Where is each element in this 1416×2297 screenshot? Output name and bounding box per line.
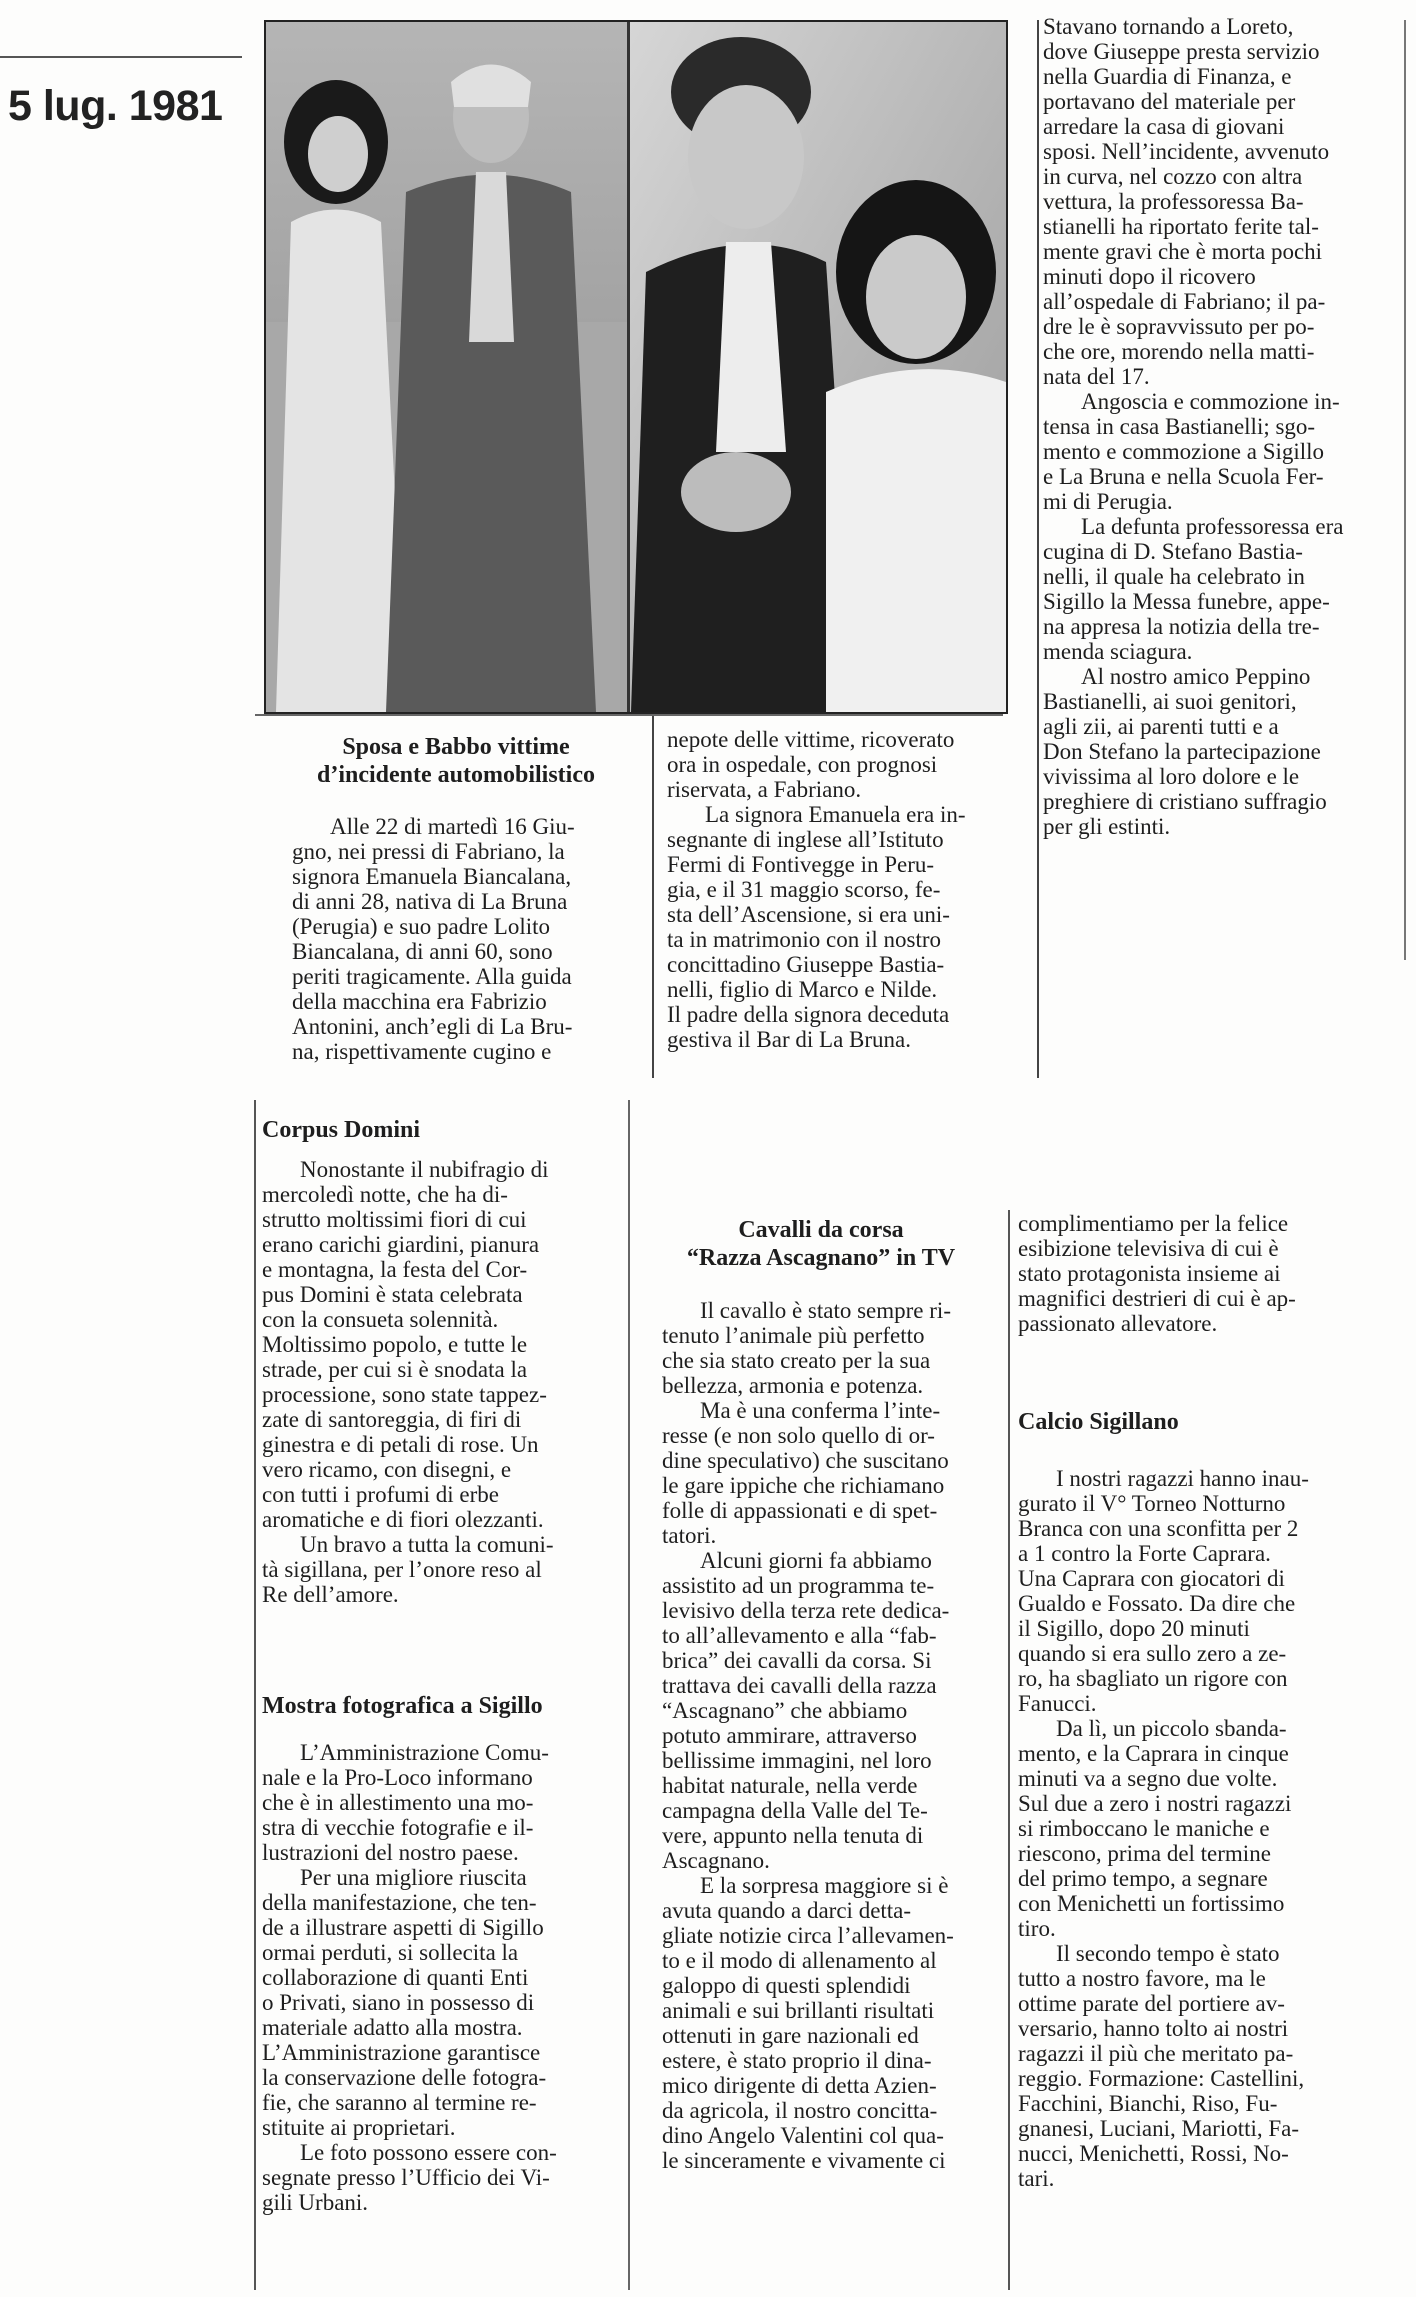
text-line: processione, sono state tappez- [262,1382,547,1407]
text-line: arredare la casa di giovani [1043,114,1285,139]
text-line: ginestra e di petali di rose. Un [262,1432,539,1457]
text-line: to e il modo di allenamento al [662,1948,937,1973]
text-line: potuto ammirare, attraverso [662,1723,917,1748]
article-corpus-domini-title: Corpus Domini [262,1117,421,1143]
text-line: con Menichetti un fortissimo [1018,1891,1285,1916]
article-cavalli-continued [1018,1211,1382,1336]
article-calcio-sigillano [1018,1408,1382,2191]
text-line: resse (e non solo quello di or- [662,1423,935,1448]
text-line: e La Bruna e nella Scuola Fer- [1043,464,1324,489]
text-line: mento, e la Caprara in cinque [1018,1741,1289,1766]
text-line: ragazzi il più che meritato pa- [1018,2041,1294,2066]
text-line: stianelli ha riportato ferite tal- [1043,214,1319,239]
text-line: de a illustrare aspetti di Sigillo [262,1915,544,1940]
text-line: Una Caprara con giocatori di [1018,1566,1285,1591]
text-line: gurato il V° Torneo Notturno [1018,1491,1286,1516]
text-line: gestiva il Bar di La Bruna. [667,1027,911,1052]
text-line: riservata, a Fabriano. [667,777,862,802]
text-line: stato protagonista insieme ai [1018,1261,1281,1286]
text-line: complimentiamo per la felice [1018,1211,1289,1236]
text-line: minuti dopo il ricovero [1043,264,1256,289]
text-line: nella Guardia di Finanza, e [1043,64,1292,89]
text-line: concittadino Giuseppe Bastia- [667,952,945,977]
text-line: tari. [1018,2166,1055,2191]
text-line: gnanesi, Luciani, Mariotti, Fa- [1018,2116,1300,2141]
text-line: E la sorpresa maggiore si è [700,1873,949,1898]
text-line: agli zii, ai parenti tutti e a [1043,714,1279,739]
article-accident-col3 [1043,14,1401,839]
text-line: nale e la Pro-Loco informano [262,1765,533,1790]
text-line: La defunta professoressa era [1081,514,1344,539]
text-line: segnante di inglese all’Istituto [667,827,944,852]
article-accident-title [270,733,642,789]
text-line: mico dirigente di detta Azien- [662,2073,937,2098]
text-line: gili Urbani. [262,2190,369,2215]
text-line: minuti va a segno due volte. [1018,1766,1278,1791]
text-line: tà sigillana, per l’onore reso al [262,1557,542,1582]
text-line: pus Domini è stata celebrata [262,1282,523,1307]
text-line: Angoscia e commozione in- [1081,389,1340,414]
text-line: dino Angelo Valentini col qua- [662,2123,944,2148]
text-line: L’Amministrazione garantisce [262,2040,541,2065]
text-line: stituite ai proprietari. [262,2115,456,2140]
article-cavalli-title [638,1216,1004,1272]
text-line: mi di Perugia. [1043,489,1173,514]
text-line: esibizione televisiva di cui è [1018,1236,1279,1261]
text-line: Branca con una sconfitta per 2 [1018,1516,1299,1541]
text-line: stra di vecchie fotografie e il- [262,1815,534,1840]
text-line: di anni 28, nativa di La Bruna [292,889,568,914]
text-line: lustrazioni del nostro paese. [262,1840,519,1865]
text-line: Moltissimo popolo, e tutte le [262,1332,528,1357]
text-line: estere, è stato proprio il dina- [662,2048,932,2073]
text-line: dine speculativo) che suscitano [662,1448,949,1473]
text-line: na, rispettivamente cugino e [292,1039,552,1064]
article-cavalli-title-line1: Cavalli da corsa [738,1217,904,1243]
article-calcio-sigillano-title: Calcio Sigillano [1018,1409,1179,1435]
article-accident-col2 [667,727,1027,1052]
text-line: L’Amministrazione Comu- [300,1740,549,1765]
text-line: portavano del materiale per [1043,89,1296,114]
text-line: ottime parate del portiere av- [1018,1991,1285,2016]
text-line: che ore, morendo nella matti- [1043,339,1315,364]
text-line: magnifici destrieri di cui è ap- [1018,1286,1296,1311]
text-line: Gualdo e Fossato. Da dire che [1018,1591,1296,1616]
text-line: Re dell’amore. [262,1582,399,1607]
text-line: con la consueta solennità. [262,1307,499,1332]
text-line: Alcuni giorni fa abbiamo [700,1548,932,1573]
text-line: Al nostro amico Peppino [1081,664,1311,689]
text-line: na appresa la notizia della tre- [1043,614,1320,639]
text-line: che è in allestimento una mo- [262,1790,534,1815]
text-line: nelli, figlio di Marco e Nilde. [667,977,938,1002]
text-line: della macchina era Fabrizio [292,989,547,1014]
text-line: del primo tempo, a segnare [1018,1866,1268,1891]
text-line: o Privati, siano in possesso di [262,1990,535,2015]
text-line: preghiere di cristiano suffragio [1043,789,1327,814]
text-line: Bastianelli, ai suoi genitori, [1043,689,1297,714]
text-line: Antonini, anch’egli di La Bru- [292,1014,573,1039]
text-line: strutto moltissimi fiori di cui [262,1207,527,1232]
text-line: Per una migliore riuscita [300,1865,527,1890]
text-line: Sul due a zero i nostri ragazzi [1018,1791,1292,1816]
text-line: all’ospedale di Fabriano; il pa- [1043,289,1326,314]
text-line: Un bravo a tutta la comuni- [300,1532,554,1557]
text-line: Il padre della signora deceduta [667,1002,950,1027]
text-line: materiale adatto alla mostra. [262,2015,523,2040]
text-line: ta in matrimonio con il nostro [667,927,942,952]
text-line: vettura, la professoressa Ba- [1043,189,1304,214]
text-line: strade, per cui si è snodata la [262,1357,528,1382]
text-line: mercoledì notte, che ha di- [262,1182,508,1207]
text-line: gno, nei pressi di Fabriano, la [292,839,565,864]
text-line: dove Giuseppe presta servizio [1043,39,1320,64]
text-line: quando si era sullo zero a ze- [1018,1641,1287,1666]
text-line: signora Emanuela Biancalana, [292,864,572,889]
text-line: animali e sui brillanti risultati [662,1998,935,2023]
text-line: dre le è sopravvissuto per po- [1043,314,1315,339]
text-line: nepote delle vittime, ricoverato [667,727,955,752]
text-line: e montagna, la festa del Cor- [262,1257,528,1282]
text-line: tatori. [662,1523,717,1548]
article-corpus-domini [262,1116,622,1607]
text-line: reggio. Formazione: Castellini, [1018,2066,1305,2091]
text-line: fie, che saranno al termine re- [262,2090,537,2115]
text-line: erano carichi giardini, pianura [262,1232,540,1257]
article-accident-col1 [292,814,644,1064]
text-line: Il secondo tempo è stato [1056,1941,1280,1966]
text-line: campagna della Valle del Te- [662,1798,928,1823]
text-line: le gare ippiche che richiamano [662,1473,945,1498]
article-accident-title-line2: d’incidente automobilistico [316,762,595,788]
text-line: Alle 22 di martedì 16 Giu- [330,814,575,839]
text-line: tensa in casa Bastianelli; sgo- [1043,414,1316,439]
text-line: Fermi di Fontivegge in Peru- [667,852,935,877]
text-line: tenuto l’animale più perfetto [662,1323,925,1348]
photo-image [266,22,1006,712]
wedding-photo [264,20,1008,714]
text-line: con tutti i profumi di erbe [262,1482,499,1507]
text-line: bellissime immagini, nel loro [662,1748,932,1773]
text-line: to all’allevamento e alla “fab- [662,1623,937,1648]
date-stamp: 5 lug. 1981 [8,82,223,130]
text-line: a 1 contro la Forte Caprara. [1018,1541,1271,1566]
text-line: Da lì, un piccolo sbanda- [1056,1716,1287,1741]
text-line: riescono, prima del termine [1018,1841,1271,1866]
text-line: per gli estinti. [1043,814,1171,839]
text-line: il Sigillo, dopo 20 minuti [1018,1616,1250,1641]
text-line: da agricola, il nostro concitta- [662,2098,938,2123]
text-line: nucci, Menichetti, Rossi, No- [1018,2141,1289,2166]
text-line: Nonostante il nubifragio di [300,1157,549,1182]
text-line: Stavano tornando a Loreto, [1043,14,1294,39]
text-line: aromatiche e di fiori olezzanti. [262,1507,544,1532]
text-line: ottenuti in gare nazionali ed [662,2023,919,2048]
text-line: vero ricamo, con disegni, e [262,1457,512,1482]
text-line: gliate notizie circa l’allevamen- [662,1923,954,1948]
text-line: nata del 17. [1043,364,1150,389]
text-line: tiro. [1018,1916,1056,1941]
text-line: ormai perduti, si sollecita la [262,1940,519,1965]
text-line: della manifestazione, che ten- [262,1890,537,1915]
text-line: Le foto possono essere con- [300,2140,557,2165]
text-line: segnate presso l’Ufficio dei Vi- [262,2165,550,2190]
article-mostra-fotografica [262,1692,622,2215]
text-line: le sinceramente e vivamente ci [662,2148,946,2173]
text-line: Ascagnano. [662,1848,770,1873]
text-line: I nostri ragazzi hanno inau- [1056,1466,1309,1491]
text-line: avuta quando a darci detta- [662,1898,912,1923]
text-line: periti tragicamente. Alla guida [292,964,572,989]
text-line: versario, hanno tolto ai nostri [1018,2016,1289,2041]
text-line: La signora Emanuela era in- [705,802,966,827]
text-line: bellezza, armonia e potenza. [662,1373,924,1398]
text-line: Sigillo la Messa funebre, appe- [1043,589,1330,614]
text-line: Ma è una conferma l’inte- [700,1398,941,1423]
text-line: si rimboccano le maniche e [1018,1816,1270,1841]
text-line: tutto a nostro favore, ma le [1018,1966,1266,1991]
text-line: mento e commozione a Sigillo [1043,439,1325,464]
text-line: che sia stato creato per la sua [662,1348,931,1373]
text-line: nelli, il quale ha celebrato in [1043,564,1305,589]
text-line: levisivo della terza rete dedica- [662,1598,950,1623]
text-line: trattava dei cavalli della razza [662,1673,937,1698]
text-line: Facchini, Bianchi, Riso, Fu- [1018,2091,1278,2116]
text-line: gia, e il 31 maggio scorso, fe- [667,877,941,902]
text-line: Don Stefano la partecipazione [1043,739,1321,764]
text-line: ro, ha sbagliato un rigore con [1018,1666,1288,1691]
text-line: vere, appunto nella tenuta di [662,1823,924,1848]
text-line: habitat naturale, nella verde [662,1773,918,1798]
text-line: sposi. Nell’incidente, avvenuto [1043,139,1330,164]
text-line: Biancalana, di anni 60, sono [292,939,553,964]
text-line: galoppo di questi splendidi [662,1973,911,1998]
text-line: “Ascagnano” che abbiamo [662,1698,908,1723]
text-line: cugina di D. Stefano Bastia- [1043,539,1303,564]
article-cavalli-title-line2: “Razza Ascagnano” in TV [686,1245,956,1271]
text-line: passionato allevatore. [1018,1311,1218,1336]
text-line: (Perugia) e suo padre Lolito [292,914,551,939]
text-line: la conservazione delle fotogra- [262,2065,547,2090]
article-cavalli [662,1298,1004,2173]
text-line: Il cavallo è stato sempre ri- [700,1298,951,1323]
text-line: brica” dei cavalli da corsa. Si [662,1648,932,1673]
text-line: zate di santoreggia, di firi di [262,1407,522,1432]
text-line: menda sciagura. [1043,639,1193,664]
text-line: in curva, nel cozzo con altra [1043,164,1303,189]
text-line: vivissima al loro dolore e le [1043,764,1300,789]
text-line: mente gravi che è morta pochi [1043,239,1323,264]
text-line: collaborazione di quanti Enti [262,1965,529,1990]
text-line: assistito ad un programma te- [662,1573,935,1598]
text-line: folle di appassionati e di spet- [662,1498,938,1523]
article-mostra-fotografica-title: Mostra fotografica a Sigillo [262,1693,543,1719]
text-line: ora in ospedale, con prognosi [667,752,938,777]
text-line: sta dell’Ascensione, si era uni- [667,902,950,927]
article-accident-title-line1: Sposa e Babbo vittime [342,734,570,760]
text-line: Fanucci. [1018,1691,1097,1716]
